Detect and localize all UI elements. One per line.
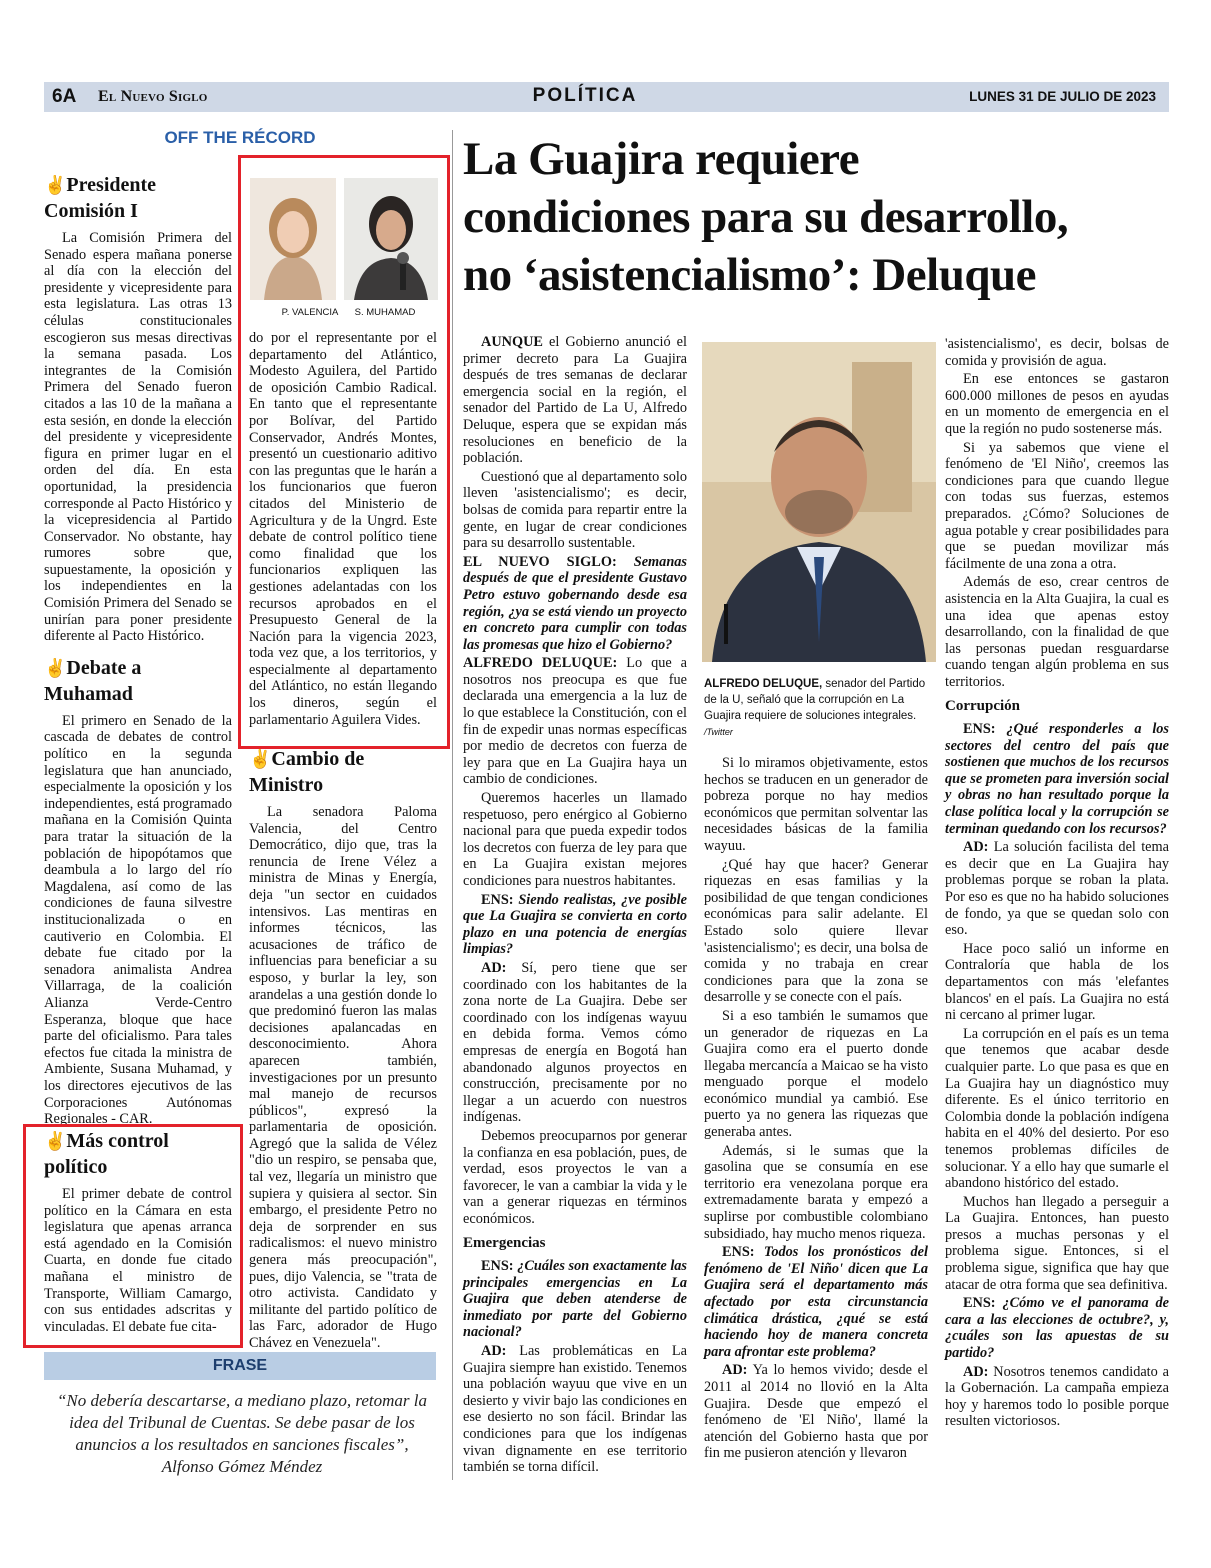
continuation-text: do por el representante por el departamento del Atlántico, Modesto Aguilera, del Partido de oposición Cambio Radical. En tanto que el representante por Bolívar, del Partido Conservador, Andrés Montes, presentó un cuestionario aditivo con las preguntas que le harán a los funcionarios que fueron citados del Ministerio de Agricultura y de la Ungrd. Este debate de control político tiene como finalidad que los funcionarios expliquen las gestiones adelantadas con los recursos aprobados en el Presupuesto General de la Nación para la vigencia 2023, toda vez que, a los territorios, y especialmente al departamento del Atlántico, no están llegando los dineros, según el parlamentario Aguilera Vides. <box>249 330 437 728</box>
offrecord-col1 <box>44 172 232 1130</box>
frase-band: FRASE <box>44 1352 436 1380</box>
presidente-text: La Comisión Primera del Senado espera mañana ponerse al día con la elección del presidente y vicepresidente para esta legislatura. Las otras 13 células constitucionales escogieron sus mesas directivas la semana pasada. Los integrantes de la Comisión Primera del Senado fueron citados a las 10 de la mañana a esta sesión, en donde la elección del presidente y vicepresidente figura en primer lugar en el orden del día. En esta oportunidad, la presidencia corresponde al Pacto Histórico y la vicepresidencia al Partido Conservador. No obstante, hay rumores sobre que, supuestamente, la oposición y los independientes en la Comisión Primera del Senado se unirían para poner presidente diferente al Pacto Histórico. <box>44 230 232 645</box>
photo-deluque <box>702 342 936 662</box>
article-col2: Si lo miramos objetivamente, estos hechos se traducen en un generador de pobreza porque no hay medios económicos que permitan solventar las necesidades básicas de la familia wayuu. ¿Qué hay que hacer? Generar riquezas en esas familias y la posibilidad de que tengan condiciones económicas para salir adelante. El Estado solo quiere llevar 'asistencialismo'; es decir, una bolsa de comida y no trabaja en crear condiciones para que la zona se desarrolle y se conecte con el país. Si a eso también le sumamos que un generador de riquezas en La Guajira como era el puerto donde llegaba mercancía a Maicao se ha visto menguado porque el modelo económico mundial ya cambió. Ese puerto ya no genera las riquezas que generaba antes. Además, si le sumas que la gasolina que se consumía en ese territorio era venezolana porque era extremadamente barata y empezó a suplirse por combustible colombiano subsidiado, hay mucho menos riqueza. ENS: Todos los pronósticos del fenómeno de 'El Niño' dicen que La Guajira será el departamento más afectado por esta circunstancia climática drástica, ¿qué se está haciendo hoy de manera concreta para afrontar este problema? AD: Ya lo hemos vivido; desde el 2011 al 2014 no llovió en la Alta Guajira. Desde que empezó el fenómeno de 'El Niño', llamé la atención del Gobierno hasta que por fin me pusieron atención y llevaron <box>704 755 928 1462</box>
masthead-name: El Nuevo Siglo <box>98 88 208 105</box>
offrecord-col2 <box>249 746 437 1354</box>
hand-icon: ✌ <box>44 1131 67 1151</box>
portrait-deluque-icon <box>702 342 936 662</box>
article-col3: 'asistencialismo', es decir, bolsas de comida y provisión de agua. En ese entonces se gastaron 600.000 millones de pesos en ayudas en un momento de emergencia en el que la región no pudo sostenerse más. Si ya sabemos que viene el fenómeno de 'El Niño', creemos las condiciones para que cuando llegue con todas sus fuerzas, estemos preparados. ¿Cómo? Soluciones de agua potable y crear posibilidades para que se puedan movilizar más fácilmente de una zona a otra. Además de eso, crear centros de asistencia en la Alta Guajira, la cual es una idea que apenas estoy desarrollando, con la finalidad de que las personas puedan resguardarse cuando tengan algún problema en sus territorios. Corrupción ENS: ¿Qué responderles a los sectores del centro del país que sostienen que muchos de los recursos que se prometen para inversión social y obras no han resultado porque la clase política local y la corrupción se terminan quedando con los recursos? AD: La solución facilista del tema es decir que en La Guajira hay problemas porque se roban la plata. Por eso es que no ha habido soluciones de fondo, ya que se quedan solo con eso. Hace poco salió un informe en Contraloría que habla de los departamentos con más 'elefantes blancos' en el país. La Guajira no está ni cercano al primer lugar. La corrupción en el país es un tema que tenemos que acabar desde cualquier parte. Lo que pasa es que en La Guajira hay un diagnóstico muy diferente. Es el único territorio en Colombia donde la población indígena habita en el 40% del desierto. Por eso tenemos problemas difíciles de solucionar. Y a ello hay que sumarle el abandono histórico del estado. Muchos han llegado a perseguir a La Guajira. Entonces, han puesto presos a muchas personas y el problema sigue. Entonces, si el problema sigue, significa que hay que atacar de otra forma que sea definitiva. ENS: ¿Cómo ve el panorama de cara a las elecciones de octubre?, y, ¿cuáles son las apuestas de su partido? AD: Nosotros tenemos candidato a la Gobernación. La campaña empieza hoy y haremos todo lo posible porque resulten victoriosos. <box>945 336 1169 1430</box>
photo-label-valencia: P. VALENCIA <box>281 307 339 318</box>
control-text: El primer debate de control político en la Cámara en esta legislatura que apenas arranca está agendado en la Comisión Cuarta, en donde fue citado mañana el ministro de Transporte, William Camargo, con sus entidades adscritas y vinculadas. El debate fue cita- <box>44 1186 232 1335</box>
hand-icon: ✌ <box>44 657 67 678</box>
cambio-text: La senadora Paloma Valencia, del Centro Democrático, dijo que, tras la renuncia de Irene Vélez a ministra de Minas y Energía, deja "un sector en cuidados intensivos. Las mentiras en informes técnicos, las acusaciones de tráfico de influencias para beneficiar a su esposo, y burlar la ley, son arandelas a una gestión donde lo que predominó fueron las malas decisiones apalancadas en desconocimiento. Ahora aparecen también, investigaciones por un presunto mal manejo de recursos públicos", expresó la parlamentaria de oposición. Agregó que la salida de Vélez "dio un respiro, se pensaba que, tal vez, llegaría un ministro que supiera y quisiera al sector. Sin embargo, el presidente Petro no deja de sorprender en sus radicalismos: el nuevo ministro genera más preocupación", pues, dijo Valencia, se "trata de otro activista. Candidato y militante del partido político de las Farc, adorador de Hugo Chávez en Venezuela". <box>249 804 437 1351</box>
photo-label-muhamad: S. MUHAMAD <box>354 307 416 318</box>
subhead-emergencias: Emergencias <box>463 1235 546 1252</box>
kicker-control: ✌Más control político <box>44 1130 169 1178</box>
section-title: POLÍTICA <box>532 85 638 106</box>
hand-icon: ✌ <box>44 175 67 195</box>
frase-quote: “No debería descartarse, a mediano plazo, retomar la idea del Tribunal de Cuentas. Se debe pasar de los anuncios a los resultados en sanciones fiscales”, Alfonso Gómez Méndez <box>56 1391 428 1476</box>
subhead-corrupcion: Corrupción <box>945 698 1020 715</box>
highlight-box-photos <box>238 155 450 749</box>
column-divider <box>452 130 453 1480</box>
kicker-cambio: ✌Cambio de Ministro <box>249 748 365 796</box>
debate-text: El primero en Senado de la cascada de debates de control político en la segunda legislatura que han anunciado, especialmente la oposición y los independientes, está programado mañana en la Comisión Quinta para tratar la situación de la población de hipopótamos que deambula a lo largo del río Magdalena, así como de las condiciones de fauna silvestre institucionalizada o en cautiverio en Colombia. El debate fue citado por la senadora animalista Andrea Villarraga, de la coalición Alianza Verde-Centro Esperanza, bloque que hace parte del oficialismo. Para tales efectos fue citada la ministra de Ambiente, Susana Muhamad, y los directores ejecutivos de las Corporaciones Autónomas Regionales - CAR. <box>44 712 232 1128</box>
column-title: OFF THE RÉCORD <box>164 128 316 147</box>
issue-date: LUNES 31 DE JULIO DE 2023 <box>969 89 1156 104</box>
kicker-debate: ✌Debate a Muhamad <box>44 656 142 705</box>
article-col1: AUNQUE el Gobierno anunció el primer decreto para La Guajira después de tres semanas de declarar emergencia social en la región, el senador del Partido de La U, Alfredo Deluque, espera que se expidan más resoluciones en beneficio de la población. Cuestionó que al departamento solo lleven 'asistencialismo'; es decir, bolsas de comida para repartir entre la gente, en lugar de crear condiciones para su desarrollo sustentable. EL NUEVO SIGLO: Semanas después de que el presidente Gustavo Petro estuvo gobernando desde esa región, ¿ya se está viendo un proyecto en concreto para cumplir con todas las promesas que hizo el Gobierno? ALFREDO DELUQUE: Lo que a nosotros nos preocupa es que fue declarada una emergencia a la luz de lo que establece la Constitución, con el fin de expedir unas normas específicas por medio de decretos con fuerza de ley para que en La Guajira haya un cambio de condiciones. Queremos hacerles un llamado respetuoso, pero enérgico al Gobierno nacional para que pueda expedir todos los decretos con fuerza de ley para que en La Guajira existan mejores condiciones para nuestros habitantes. ENS: Siendo realistas, ¿ve posible que La Guajira se convierta en corto plazo en una potencia de energías limpias? AD: Sí, pero tiene que ser coordinado con los habitantes de la zona norte de La Guajira. Debe ser coordinado con los indígenas wayuu en debida forma. Vemos cómo empresas de energía en Bogotá han abandonado algunos proyectos en construcción, precisamente por no llegar a un acuerdo con nuestros indígenas. Debemos preocuparnos por generar la confianza en esa población, pues, de verdad, esos proyectos le van a favorecer, le van a cambiar la vida y le van a generar riquezas en términos económicos. Emergencias ENS: ¿Cuáles son exactamente las principales emergencias en La Guajira que deben atenderse de inmediato por parte del Gobierno nacional? AD: Las problemáticas en La Guajira siempre han existido. Tenemos una población wayuu que vive en un desierto y vivir bajo las condiciones en ese desierto no son fácil. Brindar las condiciones para que los indígenas vivan dignamente en ese territorio también se torna difícil. <box>463 334 688 1476</box>
highlight-box-control <box>23 1124 243 1348</box>
photo-caption: ALFREDO DELUQUE, senador del Partido de la U, señaló que la corrupción en La Guajira requiere de soluciones integrales. /Twitter <box>704 678 926 737</box>
hand-icon: ✌ <box>249 749 272 769</box>
page-number: 6A <box>52 86 77 107</box>
kicker-presidente: ✌Presidente Comisión I <box>44 174 157 222</box>
headline: La Guajira requiere condiciones para su desarrollo, no ‘asistencialismo’: Deluque <box>463 133 1069 301</box>
